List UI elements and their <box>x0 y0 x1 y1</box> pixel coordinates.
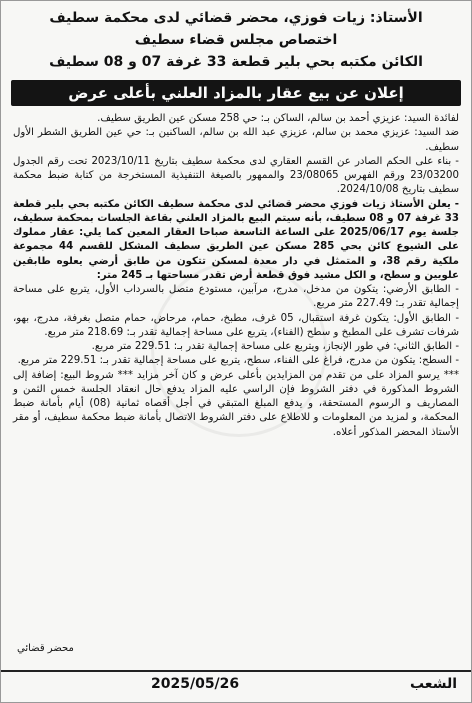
paragraph-second-floor: - الطابق الثاني: في طور الإنجاز، ويتربع على مساحة إجمالية تقدر بـ: 229.51 متر مربع. <box>91 341 459 352</box>
paragraph-beneficiary: لفائدة السيد: عزيزي أحمد بن سالم، الساكن بـ: حي 258 مسكن عين الطريق سطيف. <box>97 113 459 124</box>
newspaper-name: الشعب <box>409 676 457 692</box>
paragraph-conditions: *** يرسو المزاد على من تقدم من المزايدين بأعلى عرض و كان آخر مزايد *** شروط البيع: إضافة إلى الشروط المذكورة في دفتر الشروط فإن الراسي عليه المزاد يدفع حال انعقاد الجلسة خمس الثمن و المصاريف و الرسوم المستحقة، و يدفع المبلغ المتبقي في أجل أقصاه ثمانية (08) أيام بأمانة ضبط المحكمة، و لمزيد من المعلومات و للاطلاع على دفتر الشروط الاتصال بأمانة ضبط محكمة سطيف، أو مقر الأستاذ المحضر المذكور أعلاه. <box>13 369 459 438</box>
paragraph-judgment: - بناء على الحكم الصادر عن القسم العقاري لدى محكمة سطيف بتاريخ 2023/10/11 تحت رقم الجدول 23/03200 ورقم الفهرس 23/08065 والممهور بالصيغة التنفيذية المستخرجة من كتابة ضبط محكمة سطيف بتاريخ 2024/10/08. <box>13 155 460 196</box>
header-line-3: الكائن مكتبه بحي بلير قطعة 33 غرفة 07 و 08 سطيف <box>49 54 423 70</box>
header-block <box>1 1 471 77</box>
paragraph-first-floor: - الطابق الأول: يتكون غرفة استقبال، 05 غرف، مطبخ، حمام، مرحاض، حمام متصل بغرفة، مدرج، بهو، شرفات تشرف على المطبخ و سطح (الفناء)، يتربع على مساحة إجمالية تقدر بـ: 218.69 متر مربع. <box>13 312 459 338</box>
header-line-2: اختصاص مجلس قضاء سطيف <box>134 32 338 48</box>
paragraph-roof: - السطح: يتكون من مدرج، فراغ على الفناء، سطح، يتربع على مساحة إجمالية تقدر بـ: 229.51 متر مربع. <box>17 355 459 367</box>
footer-bar <box>1 670 471 696</box>
header-line-1: الأستاذ: زيات فوزي، محضر قضائي لدى محكمة سطيف <box>49 10 423 26</box>
watermark-stamp <box>151 261 327 437</box>
paragraph-sale-notice: - يعلن الأستاذ زيات فوزي محضر قضائي لدى محكمة سطيف الكائن مكتبه بحي بلير قطعة 33 غرفة 07 و 08 سطيف، بأنه سيتم البيع بالمزاد العلني بقاعة الجلسات بمحكمة سطيف، جلسة يوم 2025/06/17 على الساعة التاسعة صباحا العقار المعين كما يلي: عقار مملوك على الشيوع كائن بحي 285 مسكن عين الطريق سطيف المشكل للقسم 44 مجموعة ملكية رقم 38، و المتمثل في دار معدة لمسكن تتكون من طابق أرضي يعلوه طابقين علويين و سطح، و الكل مشيد فوق قطعة أرض تقدر مساحتها بـ 245 متر: <box>13 198 459 281</box>
paragraph-ground-floor: - الطابق الأرضي: يتكون من مدخل، مدرج، مرآبين، مستودع متصل بالسرداب الأول، يتربع على مساحة إجمالية تقدر بـ: 227.49 متر مربع. <box>13 284 459 310</box>
signature-label: محضر قضائي <box>17 643 74 654</box>
announcement-title: إعلان عن بيع عقار بالمزاد العلني بأعلى عرض <box>11 80 461 106</box>
publication-date: 2025/05/26 <box>151 676 240 692</box>
paragraph-against: ضد السيد: عزيزي محمد بن سالم، عزيزي عبد الله بن سالم، الساكنين بـ: حي عين الطريق الشطر الأول سطيف. <box>13 127 459 153</box>
